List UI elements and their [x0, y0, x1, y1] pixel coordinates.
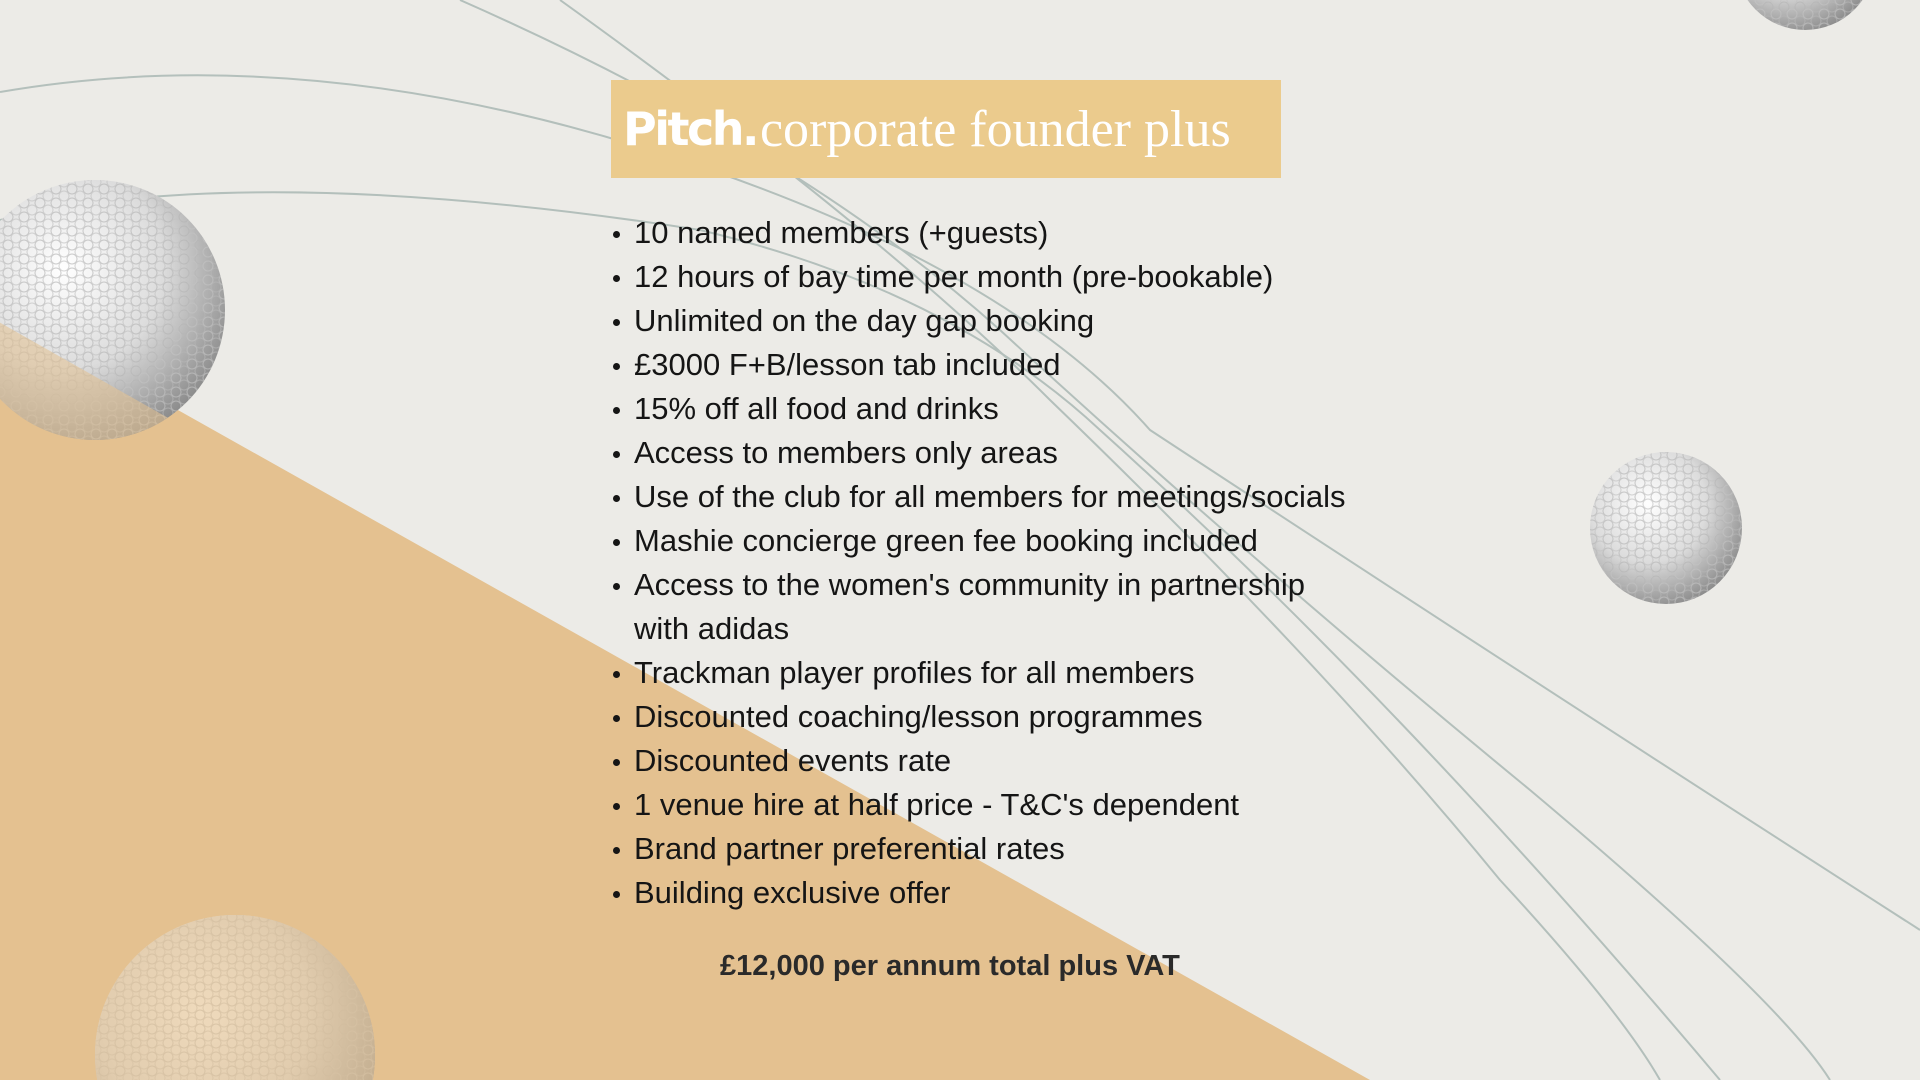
- price-text: £12,000 per annum total plus VAT: [720, 950, 1180, 982]
- list-item: 15% off all food and drinks: [612, 387, 1372, 431]
- list-item: Building exclusive offer: [612, 871, 1372, 915]
- golf-ball-icon: [1590, 452, 1742, 604]
- title-banner: [611, 80, 1281, 178]
- list-item: Discounted events rate: [612, 739, 1372, 783]
- benefits-list: [612, 211, 1372, 915]
- list-item: £3000 F+B/lesson tab included: [612, 343, 1372, 387]
- list-item: Brand partner preferential rates: [612, 827, 1372, 871]
- list-item: 12 hours of bay time per month (pre-bookable): [612, 255, 1372, 299]
- list-item: Use of the club for all members for meetings/socials: [612, 475, 1372, 519]
- membership-title: corporate founder plus: [759, 100, 1231, 158]
- list-item: Discounted coaching/lesson programmes: [612, 695, 1372, 739]
- list-item: Access to the women's community in partnership with adidas: [612, 563, 1334, 651]
- list-item: Unlimited on the day gap booking: [612, 299, 1372, 343]
- brand-logo: Pitch.: [623, 102, 757, 156]
- golf-ball-icon: [0, 180, 260, 470]
- list-item: 10 named members (+guests): [612, 211, 1372, 255]
- list-item: Trackman player profiles for all members: [612, 651, 1372, 695]
- list-item: Mashie concierge green fee booking included: [612, 519, 1372, 563]
- list-item: 1 venue hire at half price - T&C's dependent: [612, 783, 1372, 827]
- golf-ball-icon: [1735, 0, 1875, 30]
- list-item: Access to members only areas: [612, 431, 1372, 475]
